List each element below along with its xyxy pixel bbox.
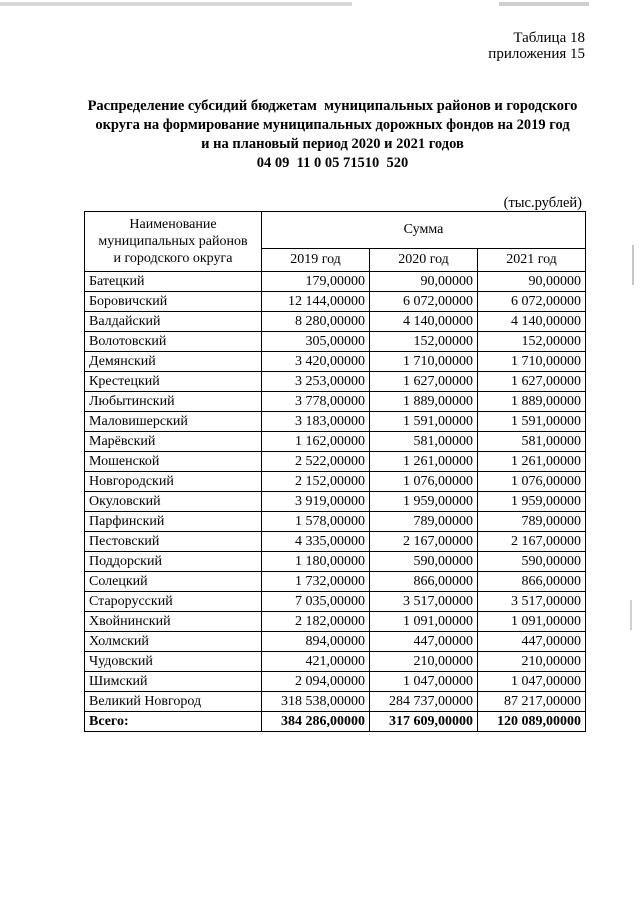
title-line-3: и на плановый период 2020 и 2021 годов	[201, 136, 464, 152]
table-row	[85, 592, 586, 612]
reference-line-1: Таблица 18	[513, 30, 585, 46]
table-reference	[488, 30, 585, 62]
table-row	[85, 612, 586, 632]
amount-2020-cell: 3 517,00000	[370, 592, 478, 612]
district-name-cell: Холмский	[85, 632, 262, 652]
district-name-cell: Валдайский	[85, 312, 262, 332]
total-2019-cell: 384 286,00000	[262, 712, 370, 732]
district-name-cell: Старорусский	[85, 592, 262, 612]
district-name-cell: Парфинский	[85, 512, 262, 532]
district-name-cell: Хвойнинский	[85, 612, 262, 632]
table-row	[85, 672, 586, 692]
amount-2019-cell: 3 778,00000	[262, 392, 370, 412]
district-name-cell: Мошенской	[85, 452, 262, 472]
year-2021-header: 2021 год	[478, 249, 586, 272]
amount-2020-cell: 581,00000	[370, 432, 478, 452]
amount-2020-cell: 284 737,00000	[370, 692, 478, 712]
amount-2020-cell: 6 072,00000	[370, 292, 478, 312]
amount-2021-cell: 4 140,00000	[478, 312, 586, 332]
amount-2021-cell: 87 217,00000	[478, 692, 586, 712]
amount-2020-cell: 1 889,00000	[370, 392, 478, 412]
district-name-cell: Шимский	[85, 672, 262, 692]
amount-2020-cell: 447,00000	[370, 632, 478, 652]
amount-2020-cell: 1 047,00000	[370, 672, 478, 692]
table-row	[85, 652, 586, 672]
amount-2021-cell: 1 047,00000	[478, 672, 586, 692]
amount-2019-cell: 1 732,00000	[262, 572, 370, 592]
title-line-2: округа на формирование муниципальных дорожных фондов на 2019 год	[95, 117, 570, 133]
total-2020-cell: 317 609,00000	[370, 712, 478, 732]
name-header-line-3: и городского округа	[113, 251, 233, 266]
amount-2020-cell: 90,00000	[370, 272, 478, 292]
district-name-cell: Марёвский	[85, 432, 262, 452]
amount-2019-cell: 2 152,00000	[262, 472, 370, 492]
amount-2019-cell: 3 420,00000	[262, 352, 370, 372]
table-row	[85, 692, 586, 712]
unit-label: (тыс.рублей)	[503, 195, 582, 211]
amount-2021-cell: 866,00000	[478, 572, 586, 592]
budget-code: 04 09 11 0 05 71510 520	[256, 155, 409, 171]
amount-2019-cell: 1 578,00000	[262, 512, 370, 532]
name-column-header	[85, 212, 262, 272]
amount-2019-cell: 1 162,00000	[262, 432, 370, 452]
amount-2019-cell: 305,00000	[262, 332, 370, 352]
amount-2019-cell: 179,00000	[262, 272, 370, 292]
amount-2019-cell: 318 538,00000	[262, 692, 370, 712]
amount-2021-cell: 590,00000	[478, 552, 586, 572]
subsidy-table	[84, 211, 586, 732]
table-row	[85, 392, 586, 412]
amount-2019-cell: 1 180,00000	[262, 552, 370, 572]
district-name-cell: Чудовский	[85, 652, 262, 672]
amount-2021-cell: 1 591,00000	[478, 412, 586, 432]
district-name-cell: Демянский	[85, 352, 262, 372]
amount-2019-cell: 2 182,00000	[262, 612, 370, 632]
table-row	[85, 292, 586, 312]
amount-2019-cell: 894,00000	[262, 632, 370, 652]
amount-2021-cell: 1 091,00000	[478, 612, 586, 632]
scan-edge-artifact	[632, 245, 634, 285]
district-name-cell: Волотовский	[85, 332, 262, 352]
table-row	[85, 432, 586, 452]
amount-2020-cell: 789,00000	[370, 512, 478, 532]
scan-edge-artifact	[630, 600, 632, 630]
table-row	[85, 512, 586, 532]
amount-2019-cell: 421,00000	[262, 652, 370, 672]
amount-2019-cell: 4 335,00000	[262, 532, 370, 552]
amount-2019-cell: 3 253,00000	[262, 372, 370, 392]
district-name-cell: Окуловский	[85, 492, 262, 512]
total-row	[85, 712, 586, 732]
amount-2021-cell: 1 076,00000	[478, 472, 586, 492]
amount-2020-cell: 590,00000	[370, 552, 478, 572]
amount-2019-cell: 8 280,00000	[262, 312, 370, 332]
amount-2021-cell: 3 517,00000	[478, 592, 586, 612]
table-row	[85, 632, 586, 652]
table-row	[85, 412, 586, 432]
amount-2021-cell: 6 072,00000	[478, 292, 586, 312]
district-name-cell: Великий Новгород	[85, 692, 262, 712]
amount-2019-cell: 2 094,00000	[262, 672, 370, 692]
amount-2020-cell: 4 140,00000	[370, 312, 478, 332]
table-row	[85, 372, 586, 392]
table-row	[85, 312, 586, 332]
year-2020-header: 2020 год	[370, 249, 478, 272]
total-2021-cell: 120 089,00000	[478, 712, 586, 732]
amount-2019-cell: 2 522,00000	[262, 452, 370, 472]
amount-2021-cell: 1 261,00000	[478, 452, 586, 472]
amount-2021-cell: 90,00000	[478, 272, 586, 292]
amount-2021-cell: 210,00000	[478, 652, 586, 672]
amount-2021-cell: 1 627,00000	[478, 372, 586, 392]
scan-top-artifact	[0, 2, 640, 6]
district-name-cell: Поддорский	[85, 552, 262, 572]
table-row	[85, 472, 586, 492]
table-row	[85, 272, 586, 292]
amount-2020-cell: 866,00000	[370, 572, 478, 592]
amount-2021-cell: 789,00000	[478, 512, 586, 532]
table-row	[85, 552, 586, 572]
table-row	[85, 572, 586, 592]
amount-2021-cell: 2 167,00000	[478, 532, 586, 552]
amount-2021-cell: 581,00000	[478, 432, 586, 452]
name-header-line-2: муниципальных районов	[98, 234, 248, 249]
district-name-cell: Любытинский	[85, 392, 262, 412]
district-name-cell: Боровичский	[85, 292, 262, 312]
amount-2019-cell: 3 919,00000	[262, 492, 370, 512]
district-name-cell: Батецкий	[85, 272, 262, 292]
total-label-cell: Всего:	[85, 712, 262, 732]
district-name-cell: Маловишерский	[85, 412, 262, 432]
amount-2021-cell: 1 710,00000	[478, 352, 586, 372]
amount-2020-cell: 1 091,00000	[370, 612, 478, 632]
district-name-cell: Новгородский	[85, 472, 262, 492]
amount-2020-cell: 152,00000	[370, 332, 478, 352]
table-row	[85, 332, 586, 352]
sum-column-header: Сумма	[262, 212, 586, 249]
amount-2020-cell: 1 959,00000	[370, 492, 478, 512]
amount-2020-cell: 2 167,00000	[370, 532, 478, 552]
table-row	[85, 492, 586, 512]
amount-2019-cell: 7 035,00000	[262, 592, 370, 612]
reference-line-2: приложения 15	[488, 46, 585, 62]
amount-2021-cell: 1 889,00000	[478, 392, 586, 412]
district-name-cell: Солецкий	[85, 572, 262, 592]
name-header-line-1: Наименование	[129, 217, 217, 232]
year-2019-header: 2019 год	[262, 249, 370, 272]
document-title	[60, 97, 605, 154]
table-row	[85, 352, 586, 372]
title-line-1: Распределение субсидий бюджетам муниципальных районов и городского	[87, 98, 578, 114]
district-name-cell: Пестовский	[85, 532, 262, 552]
amount-2019-cell: 3 183,00000	[262, 412, 370, 432]
amount-2021-cell: 152,00000	[478, 332, 586, 352]
table-row	[85, 452, 586, 472]
table-row	[85, 532, 586, 552]
district-name-cell: Крестецкий	[85, 372, 262, 392]
amount-2019-cell: 12 144,00000	[262, 292, 370, 312]
amount-2020-cell: 1 627,00000	[370, 372, 478, 392]
amount-2020-cell: 1 261,00000	[370, 452, 478, 472]
amount-2021-cell: 1 959,00000	[478, 492, 586, 512]
amount-2020-cell: 210,00000	[370, 652, 478, 672]
amount-2021-cell: 447,00000	[478, 632, 586, 652]
amount-2020-cell: 1 076,00000	[370, 472, 478, 492]
amount-2020-cell: 1 710,00000	[370, 352, 478, 372]
amount-2020-cell: 1 591,00000	[370, 412, 478, 432]
table-header-row	[85, 212, 586, 249]
